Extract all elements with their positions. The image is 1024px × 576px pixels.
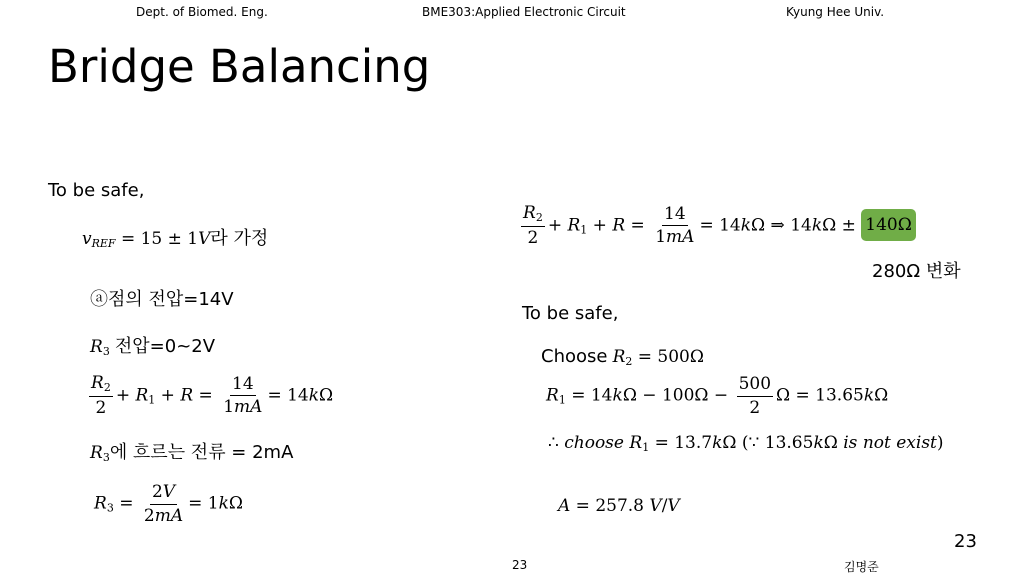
variation-note: 280Ω 변화 xyxy=(872,261,961,282)
vref-suffix: 라 가정 xyxy=(210,228,269,249)
header-course: BME303:Applied Electronic Circuit xyxy=(422,5,626,19)
r3-current-line: $R_3$에 흐르는 전류 = 2mA xyxy=(90,442,294,464)
r3-voltage-text: 전압=0~2V xyxy=(114,336,216,357)
to-be-safe-left: To be safe, xyxy=(48,180,145,201)
slide-number: 23 xyxy=(954,531,977,552)
choose-r1-line: ∴ choose $R_1 = 13.7k\Omega$ (∵ 13.65kΩ is not exist) xyxy=(548,433,944,454)
point-a-voltage: ⓐ점의 전압=14V xyxy=(90,289,234,310)
choose-r2-line: Choose $R_2 = 500\Omega$ xyxy=(541,346,704,368)
header-dept: Dept. of Biomed. Eng. xyxy=(136,5,268,19)
vref-assumption: $v_{REF} = 15 \pm 1V$라 가정 xyxy=(82,228,269,250)
equation-r1: $R_1 = 14k\Omega - 100\Omega$ − $\frac{500}{2}$ Ω = 13.65kΩ xyxy=(546,374,889,418)
header-univ: Kyung Hee Univ. xyxy=(786,5,885,19)
equation-right-bridge: $\frac{R_2}{2}$ + $R_1 + R$ = $\frac{14}{1mA}$ = 14kΩ ⇒ 14kΩ ± 140Ω xyxy=(518,204,916,248)
highlight-140-ohm: 140Ω xyxy=(861,209,916,241)
r3-voltage-line: $R_3$ 전압=0~2V xyxy=(90,336,216,358)
r3-current-text: 에 흐르는 전류 = 2mA xyxy=(109,442,294,463)
gain-result: A = 257.8 V/V xyxy=(558,496,680,516)
footer-page: 23 xyxy=(512,558,528,572)
to-be-safe-right: To be safe, xyxy=(522,303,619,324)
footer-author: 김명준 xyxy=(844,560,879,574)
equation-r3: $R_3$ = $\frac{2V}{2mA}$ = 1kΩ xyxy=(94,482,243,526)
choose-label: Choose xyxy=(541,346,608,367)
equation-left-bridge: $\frac{R_2}{2}$ + $R_1 + R$ = $\frac{14}{1mA}$ = 14kΩ xyxy=(91,373,334,419)
slide-title: Bridge Balancing xyxy=(48,40,431,93)
